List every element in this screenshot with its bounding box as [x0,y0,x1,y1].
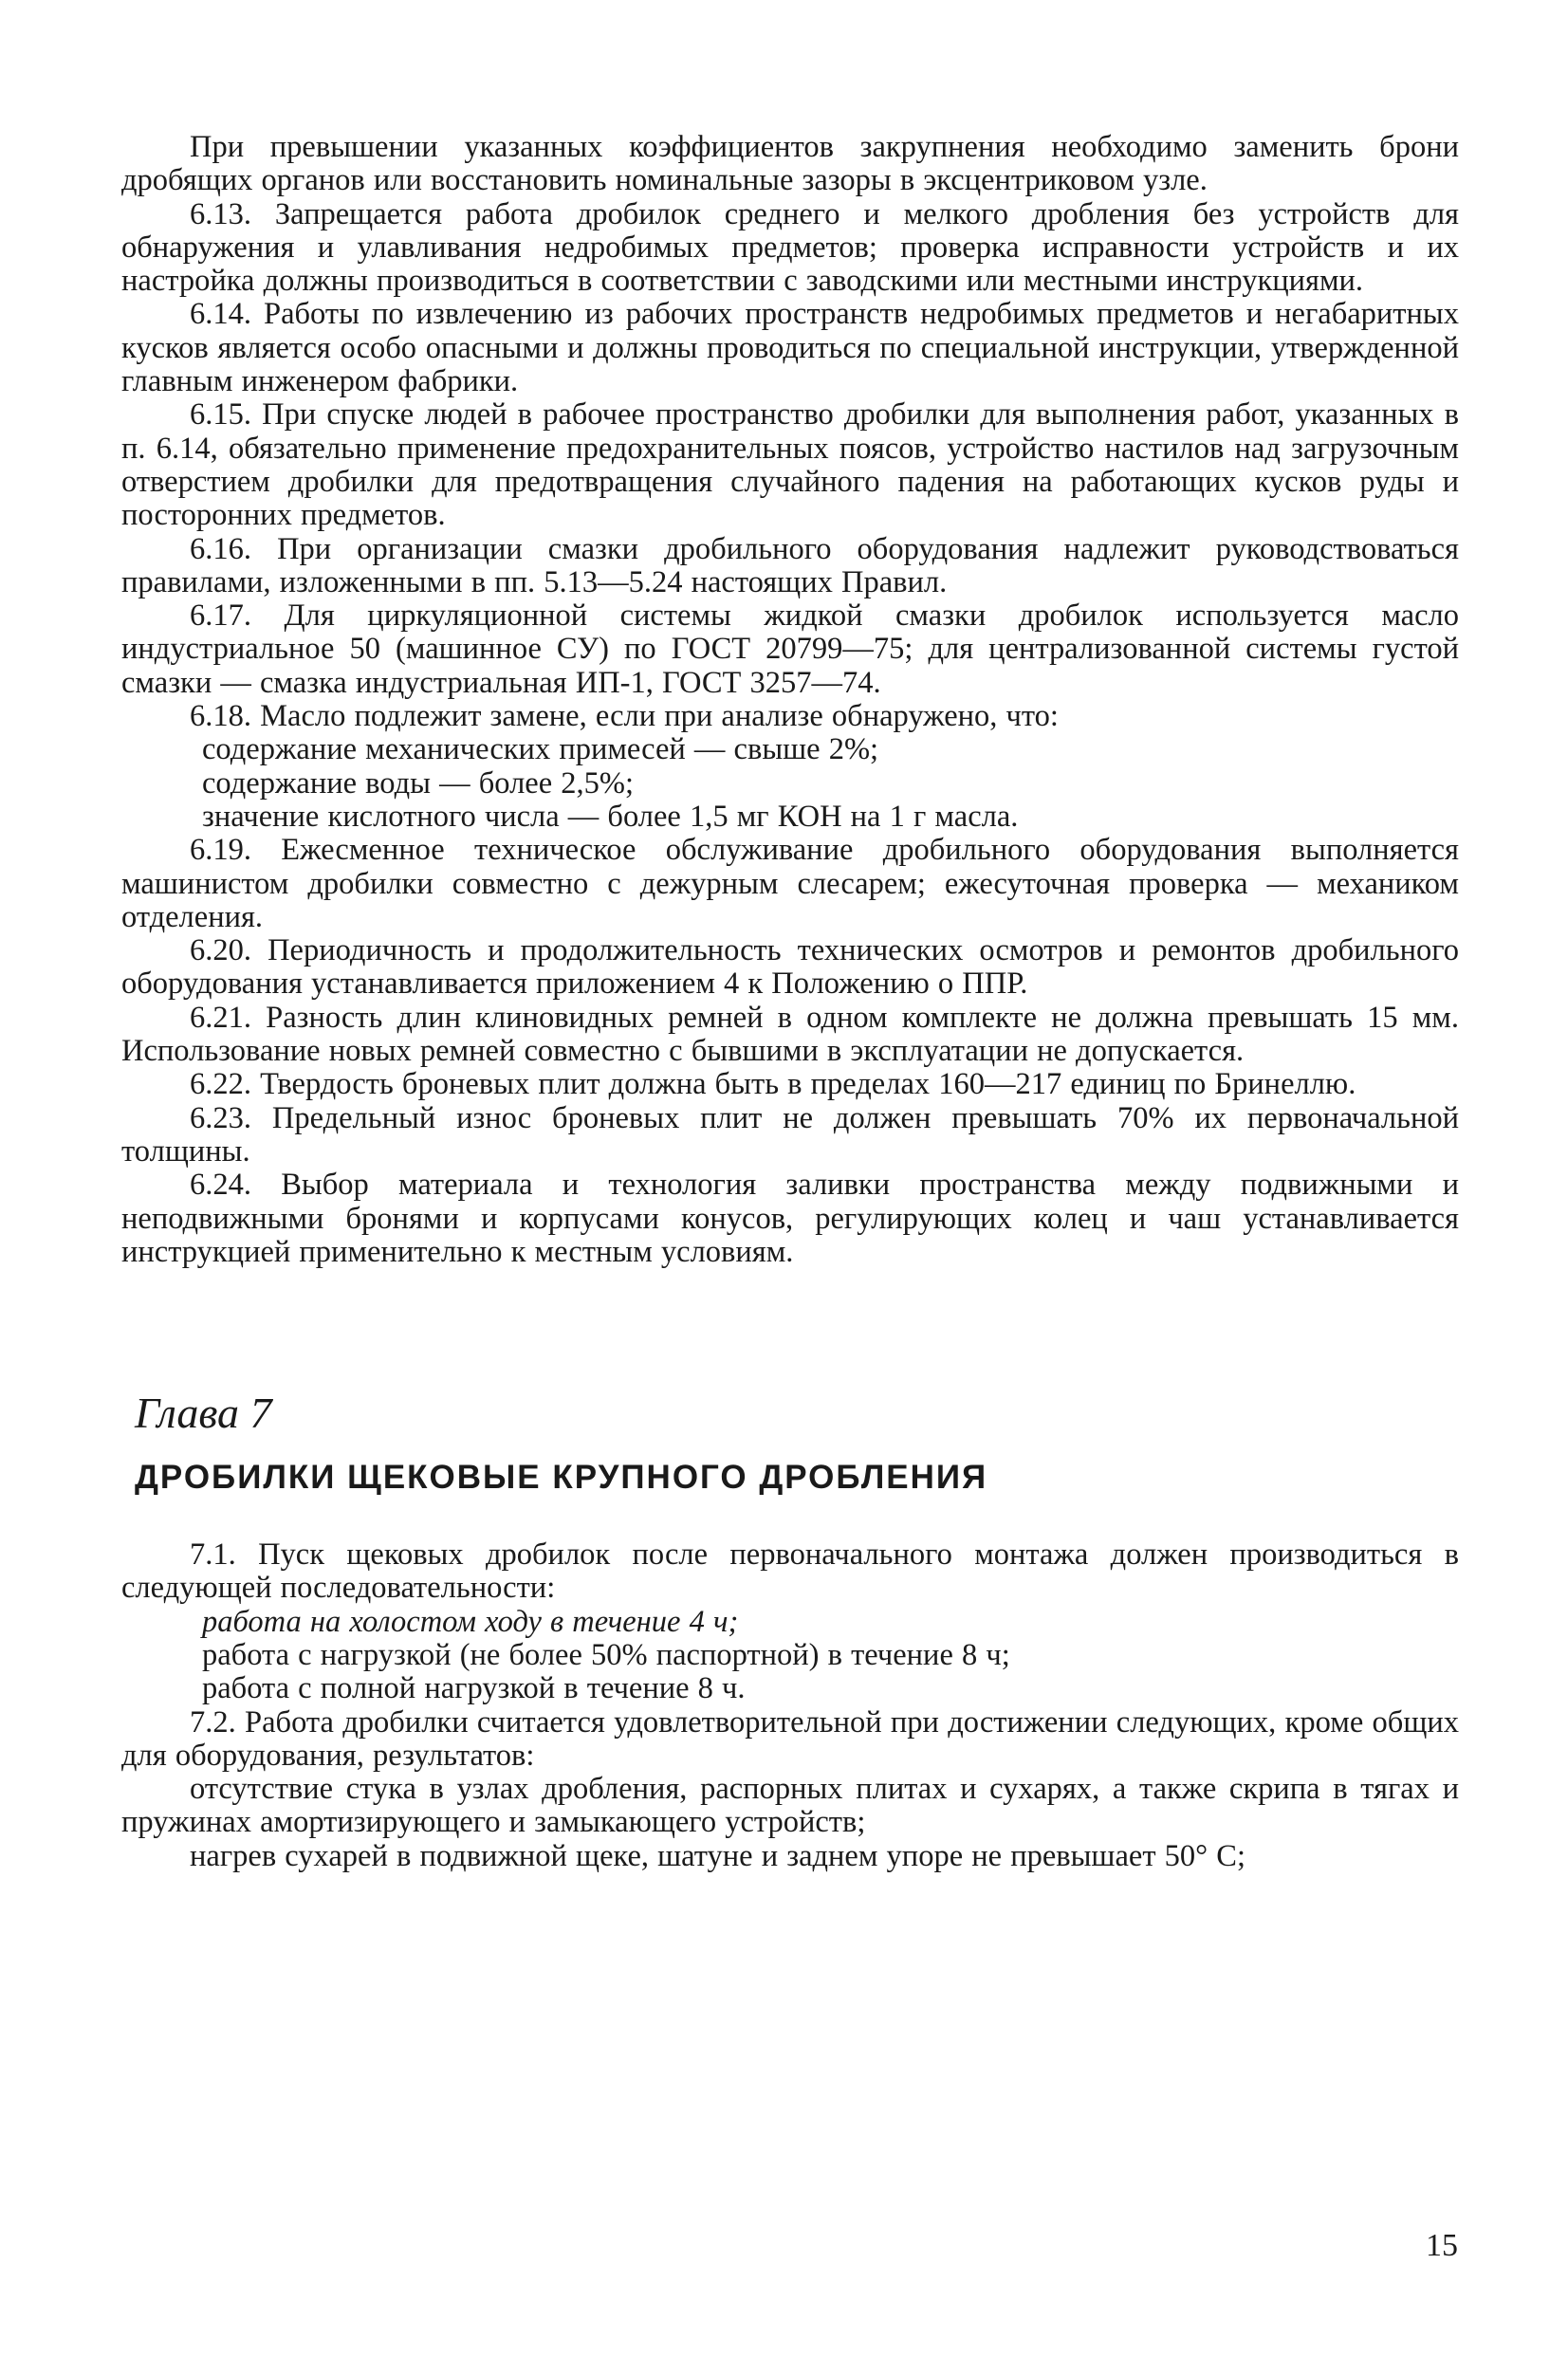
paragraph: 6.23. Предельный износ броневых плит не должен превышать 70% их первоначальной толщины. [121,1100,1459,1169]
list-item: содержание воды — более 2,5%; [202,765,635,801]
paragraph: 6.16. При организации смазки дробильного оборудования надлежит руководствоваться правилами, изложенными в пп. 5.13—5.24 настоящих Правил. [121,531,1459,599]
section-6-text [121,131,1459,1269]
page-number: 15 [1426,2228,1458,2263]
paragraph: 6.24. Выбор материала и технология заливки пространства между подвижными и неподвижными бронями и корпусами конусов, регулирующих колец и чаш устанавливается инструкцией применительно к местным условиям. [121,1168,1459,1269]
paragraph: 6.18. Масло подлежит замене, если при анализе обнаружено, что: [190,699,1059,734]
paragraph: отсутствие стука в узлах дробления, распорных плитах и сухарях, а также скрипа в тягах и пружинах амортизирующего и замыкающего устройств; [121,1772,1459,1840]
chapter-title: ДРОБИЛКИ ЩЕКОВЫЕ КРУПНОГО ДРОБЛЕНИЯ [135,1459,988,1497]
chapter-label: Глава 7 [135,1389,272,1438]
paragraph: 6.17. Для циркуляционной системы жидкой смазки дробилок используется масло индустриальное 50 (машинное СУ) по ГОСТ 20799—75; для централизованной системы густой смазки — смазка индустриальная ИП-1, ГОСТ 3257—74. [121,598,1459,700]
paragraph: 6.13. Запрещается работа дробилок среднего и мелкого дробления без устройств для обнаружения и улавливания недробимых предметов; проверка исправности устройств и их настройка должны производиться в соответствии с заводскими или местными инструкциями. [121,196,1459,299]
paragraph: 6.22. Твердость броневых плит должна быть в пределах 160—217 единиц по Бринеллю. [190,1067,1356,1102]
list-item: содержание механических примесей — свыше 2%; [202,732,879,767]
paragraph: При превышении указанных коэффициентов закрупнения необходимо заменить брони дробящих органов или восстановить номинальные зазоры в эксцентриковом узле. [121,130,1459,198]
paragraph: 6.21. Разность длин клиновидных ремней в одном комплекте не должна превышать 15 мм. Использование новых ремней совместно с бывшими в эксплуатации не допускается. [121,1000,1459,1069]
paragraph: 7.1. Пуск щековых дробилок после первоначального монтажа должен производиться в следующей последовательности: [121,1537,1459,1606]
paragraph: 6.15. При спуске людей в рабочее пространство дробилки для выполнения работ, указанных в п. 6.14, обязательно применение предохранительных поясов, устройство настилов над загрузочным отверстием дробилки для предотвращения случайного падения на работающих кусков руды и посторонних предметов. [121,397,1459,533]
chapter-heading [121,1387,1459,1499]
paragraph: нагрев сухарей в подвижной щеке, шатуне и заднем упоре не превышает 50° С; [190,1838,1245,1873]
list-item: работа на холостом ходу в течение 4 ч; [202,1604,739,1639]
list-item: работа с нагрузкой (не более 50% паспортной) в течение 8 ч; [202,1637,1010,1672]
list-item: работа с полной нагрузкой в течение 8 ч. [202,1671,746,1706]
list-item: значение кислотного числа — более 1,5 мг КОН на 1 г масла. [202,799,1019,834]
paragraph: 6.14. Работы по извлечению из рабочих пространств недробимых предметов и негабаритных кусков является особо опасными и должны проводиться по специальной инструкции, утвержденной главным инженером фабрики. [121,297,1459,399]
paragraph: 6.19. Ежесменное техническое обслуживание дробильного оборудования выполняется машинистом дробилки совместно с дежурным слесарем; ежесуточная проверка — механиком отделения. [121,833,1459,934]
paragraph: 7.2. Работа дробилки считается удовлетворительной при достижении следующих, кроме общих для оборудования, результатов: [121,1704,1459,1773]
section-7-text [121,1538,1459,1873]
paragraph: 6.20. Периодичность и продолжительность технических осмотров и ремонтов дробильного оборудования устанавливается приложением 4 к Положению о ППР. [121,933,1459,1002]
